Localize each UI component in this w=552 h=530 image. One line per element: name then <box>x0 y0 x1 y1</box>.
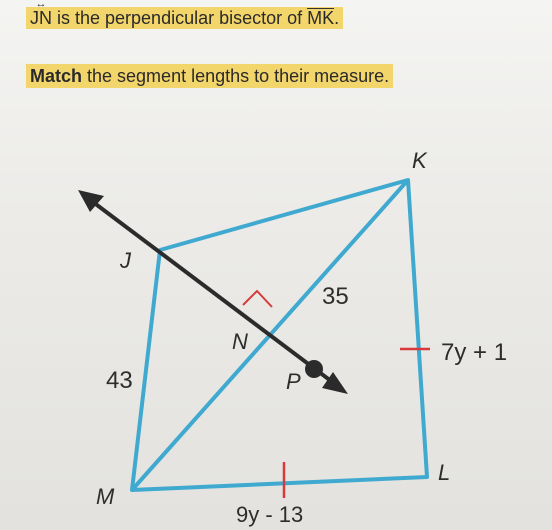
label-l: L <box>438 460 451 485</box>
measure-jm: 43 <box>106 367 133 394</box>
point-p <box>305 360 323 378</box>
measure-nk: 35 <box>322 283 349 310</box>
label-p: P <box>286 369 301 394</box>
label-n: N <box>232 329 248 354</box>
ray-name: JN <box>30 8 52 28</box>
label-k: K <box>412 148 427 173</box>
measure-ml: 9y - 13 <box>236 502 304 527</box>
label-j: J <box>120 248 131 273</box>
statement-period: . <box>334 8 340 28</box>
instruction-bold: Match <box>30 66 83 86</box>
double-arrow-icon: ↔ <box>35 0 47 10</box>
kite-jklm <box>132 180 427 490</box>
label-m: M <box>96 484 115 509</box>
segment-mk-notation: MK <box>307 8 335 28</box>
right-angle-marker <box>243 291 272 307</box>
ray-jn <box>93 202 335 384</box>
instruction-text: the segment lengths to their measure. <box>82 66 390 86</box>
statement-text: is the perpendicular bisector of <box>52 8 308 28</box>
measure-kl: 7y + 1 <box>441 339 508 366</box>
